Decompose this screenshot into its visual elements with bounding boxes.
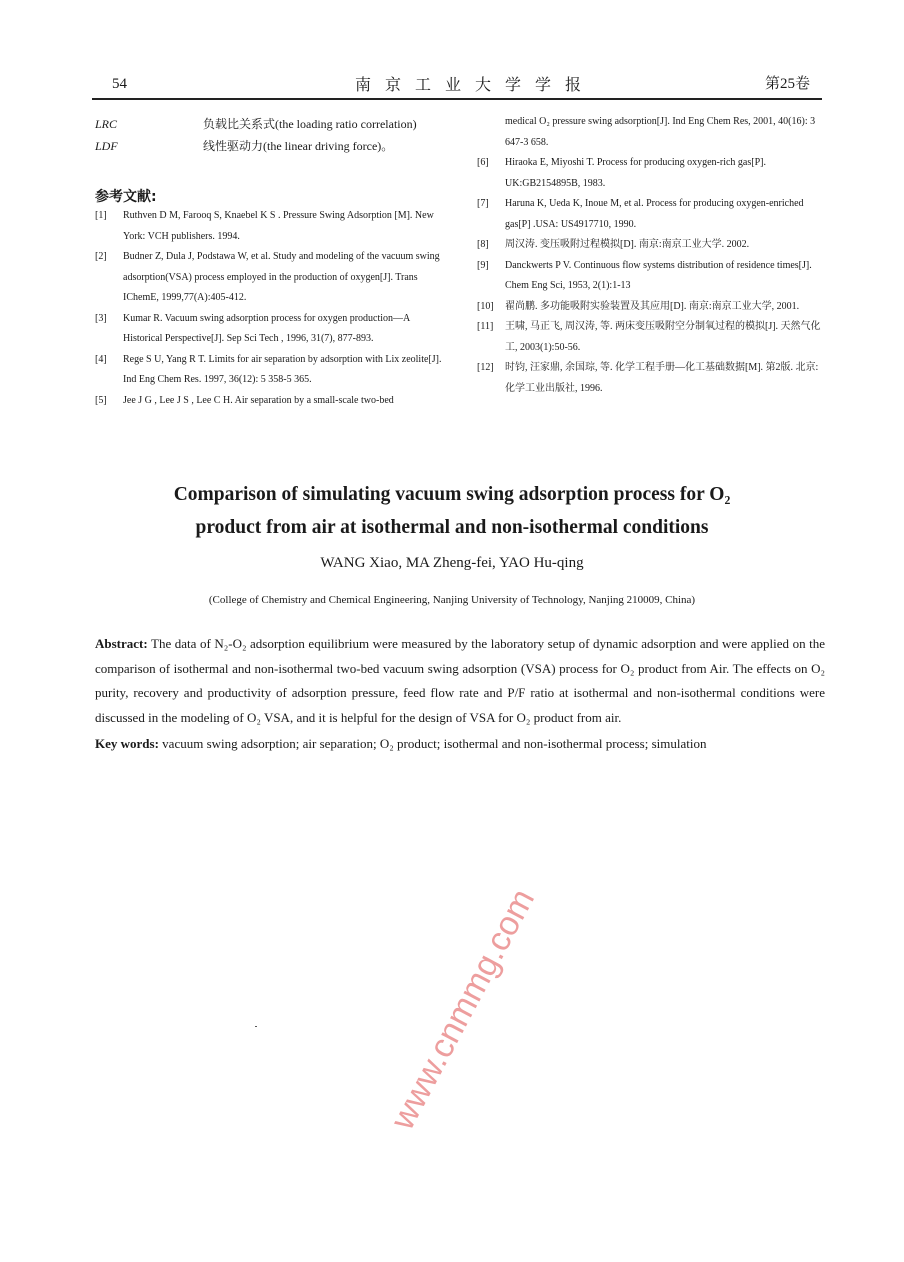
reference-item — [95, 247, 445, 309]
references-right-column — [477, 112, 825, 399]
reference-text: 王啸, 马正飞, 周汉涛, 等. 两床变压吸附空分制氧过程的模拟[J]. 天然气化工, 2003(1):50-56. — [505, 321, 821, 353]
reference-item — [95, 391, 445, 412]
reference-text: Budner Z, Dula J, Podstawa W, et al. Study and modeling of the vacuum swing adsorption(VSA) process employed in the production of oxygen[J]. Trans IChemE, 1999,77(A):405-412. — [123, 251, 440, 303]
references-left-column — [95, 206, 445, 411]
reference-number: [5] — [95, 394, 107, 406]
symbol-abbr: LDF — [95, 139, 118, 153]
reference-item — [95, 206, 445, 247]
reference-number: [9] — [477, 259, 489, 271]
reference-number: [11] — [477, 321, 494, 332]
reference-text: 时钧, 汪家鼎, 余国琮, 等. 化学工程手册—化工基础数据[M]. 第2版. 北京: 化学工业出版社, 1996. — [505, 362, 819, 394]
symbol-list — [95, 113, 455, 161]
reference-text: Jee J G , Lee J S , Lee C H. Air separation by a small-scale two-bed — [123, 394, 394, 406]
reference-text: Ruthven D M, Farooq S, Knaebel K S . Pressure Swing Adsorption [M]. New York: VCH publishers. 1994. — [123, 210, 434, 242]
symbol-row — [95, 135, 455, 157]
reference-text: Rege S U, Yang R T. Limits for air separation by adsorption with Lix zeolite[J]. Ind Eng Chem Res. 1997, 36(12): 5 358-5 365. — [123, 353, 442, 385]
title-line-1: Comparison of simulating vacuum swing adsorption process for O₂ — [173, 484, 731, 505]
page-number: 54 — [112, 76, 127, 92]
reference-number: [10] — [477, 300, 494, 312]
reference-number: [2] — [95, 251, 107, 262]
keywords-label: Key words: — [95, 736, 159, 751]
symbol-row — [95, 113, 455, 135]
reference-number: [4] — [95, 353, 107, 365]
header-rule — [92, 98, 822, 100]
keywords — [95, 732, 825, 757]
reference-number: [3] — [95, 312, 107, 324]
reference-item — [477, 297, 825, 318]
reference-item — [477, 153, 825, 194]
reference-item — [477, 358, 825, 399]
scan-speck — [255, 1026, 257, 1027]
reference-text: Haruna K, Ueda K, Inoue M, et al. Process for producing oxygen-enriched gas[P] .USA: US4917710, 1990. — [505, 198, 804, 230]
title-line-2: product from air at isothermal and non-isothermal conditions — [195, 517, 709, 538]
watermark: www.cnmmg.com — [383, 882, 543, 1136]
journal-name: 南京工业大学学报 — [355, 77, 596, 94]
reference-text: Hiraoka E, Miyoshi T. Process for producing oxygen-rich gas[P]. UK:GB2154895B, 1983. — [505, 157, 766, 189]
authors: WANG Xiao, MA Zheng-fei, YAO Hu-qing — [320, 555, 584, 571]
volume-label: 第25卷 — [765, 76, 811, 92]
reference-number: [8] — [477, 239, 489, 250]
symbol-desc: 负载比关系式(the loading ratio correlation) — [203, 117, 417, 131]
reference-item — [477, 317, 825, 358]
reference-text: Danckwerts P V. Continuous flow systems distribution of residence times[J]. Chem Eng Sci, 1953, 2(1):1-13 — [505, 259, 812, 291]
abstract-label: Abstract: — [95, 636, 148, 651]
reference-text: 周汉涛. 变压吸附过程模拟[D]. 南京:南京工业大学. 2002. — [505, 239, 750, 250]
reference-number: [7] — [477, 198, 489, 209]
reference-number: [12] — [477, 362, 494, 373]
reference-continuation: medical O₂ pressure swing adsorption[J]. Ind Eng Chem Res, 2001, 40(16): 3 647-3 658. — [505, 116, 816, 148]
keywords-text: vacuum swing adsorption; air separation; O₂ product; isothermal and non-isothermal process; simulation — [162, 736, 707, 751]
reference-number: [1] — [95, 210, 107, 221]
reference-number: [6] — [477, 157, 489, 168]
references-heading: 参考文献: — [95, 189, 157, 205]
symbol-abbr: LRC — [95, 117, 118, 131]
reference-text: Kumar R. Vacuum swing adsorption process for oxygen production—A Historical Perspective[J]. Sep Sci Tech , 1996, 31(7), 877-893. — [123, 312, 410, 344]
reference-item — [477, 194, 825, 235]
abstract-text: The data of N₂-O₂ adsorption equilibrium were measured by the laboratory setup of dynamic adsorption and were applied on the comparison of isothermal and non-isothermal two-bed vacuum swing adsorption (VSA) process for O₂ product from Air. The effects on O₂ purity, recovery and productivity of adsorption pressure, feed flow rate and P/F ratio at isothermal and non-isothermal conditions were discussed in the modeling of O₂ VSA, and it is helpful for the design of VSA for O₂ product from air. — [95, 636, 826, 725]
article-title — [0, 478, 904, 544]
reference-item — [95, 309, 445, 350]
reference-item — [477, 235, 825, 256]
reference-text: 翟尚鹏. 多功能吸附实验装置及其应用[D]. 南京:南京工业大学, 2001. — [505, 300, 800, 312]
abstract-section — [95, 632, 825, 757]
reference-item — [95, 350, 445, 391]
symbol-desc: 线性驱动力(the linear driving force)。 — [203, 139, 394, 153]
affiliation: (College of Chemistry and Chemical Engineering, Nanjing University of Technology, Nanjing 210009, China) — [208, 594, 696, 606]
reference-item — [477, 256, 825, 297]
abstract — [95, 632, 825, 730]
